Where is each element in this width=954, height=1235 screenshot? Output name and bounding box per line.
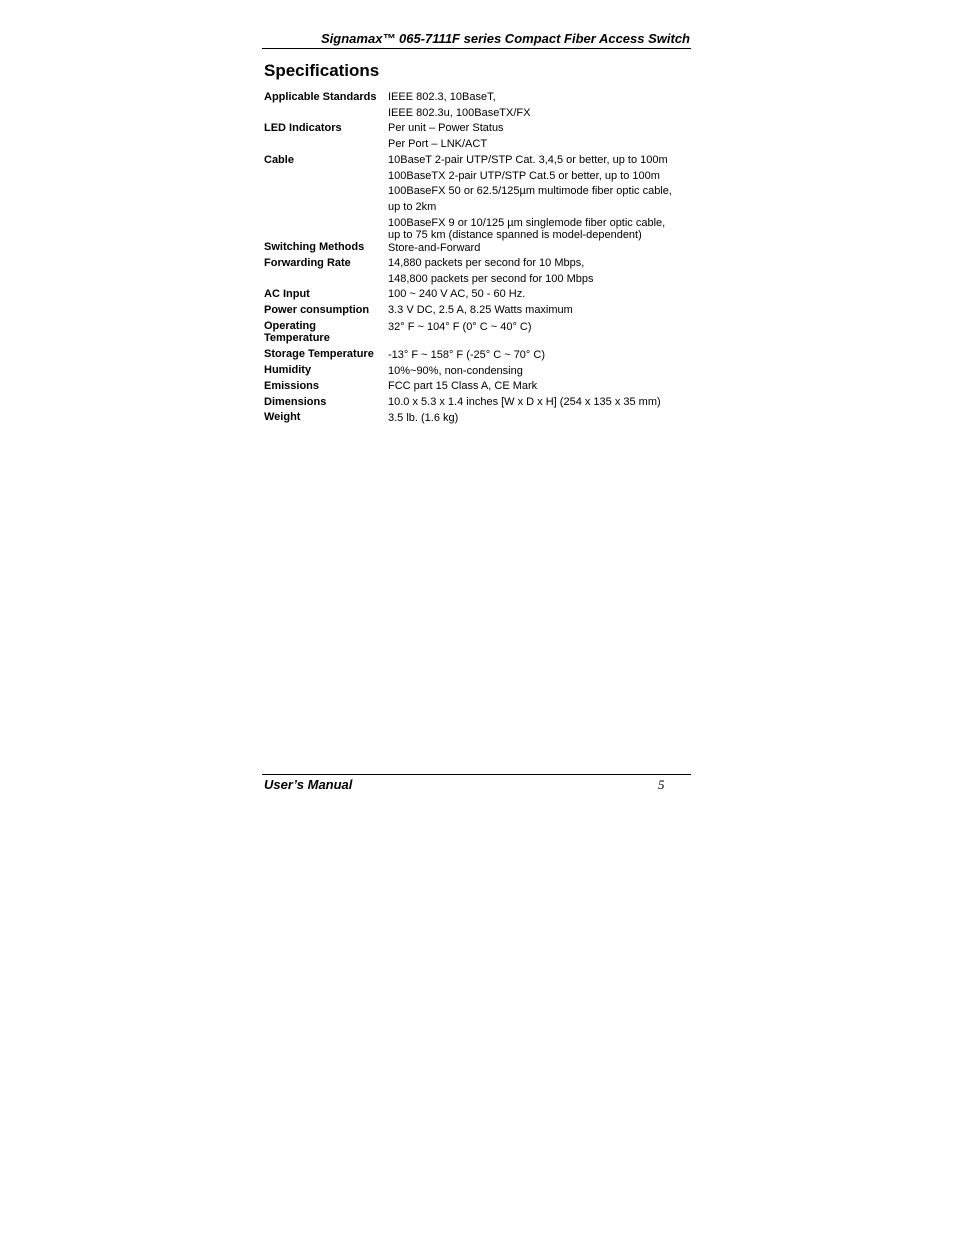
spec-value-applicable-standards-2: IEEE 802.3u, 100BaseTX/FX [388, 107, 531, 119]
spec-value-cable-6: up to 75 km (distance spanned is model-dependent) [388, 229, 642, 241]
footer-rule [262, 774, 691, 775]
spec-value-led-indicators-2: Per Port – LNK/ACT [388, 138, 488, 150]
spec-value-forwarding-rate-2: 148,800 packets per second for 100 Mbps [388, 273, 594, 285]
spec-label-applicable-standards: Applicable Standards [264, 91, 377, 103]
spec-value-emissions: FCC part 15 Class A, CE Mark [388, 380, 538, 392]
spec-label-emissions: Emissions [264, 380, 320, 392]
header-rule [262, 48, 691, 49]
spec-value-cable-1: 10BaseT 2-pair UTP/STP Cat. 3,4,5 or better, up to 100m [388, 154, 668, 166]
spec-value-operating-temperature: 32° F ~ 104° F (0° C ~ 40° C) [388, 321, 532, 333]
spec-label-humidity: Humidity [264, 364, 312, 376]
spec-value-cable-4: up to 2km [388, 201, 437, 213]
spec-label-cable: Cable [264, 154, 294, 166]
spec-value-ac-input: 100 ~ 240 V AC, 50 - 60 Hz. [388, 288, 526, 300]
spec-label-ac-input: AC Input [264, 288, 310, 300]
spec-label-switching-methods: Switching Methods [264, 241, 365, 253]
spec-label-storage-temperature: Storage Temperature [264, 348, 374, 360]
spec-value-humidity: 10%~90%, non-condensing [388, 365, 523, 377]
page-heading: Specifications [264, 61, 380, 80]
spec-label-forwarding-rate: Forwarding Rate [264, 257, 351, 269]
spec-label-operating-temperature-line-1: Operating [264, 320, 316, 332]
spec-value-cable-2: 100BaseTX 2-pair UTP/STP Cat.5 or better, up to 100m [388, 170, 660, 182]
spec-label-led-indicators: LED Indicators [264, 122, 342, 134]
spec-label-power-consumption: Power consumption [264, 304, 370, 316]
spec-value-storage-temperature: -13° F ~ 158° F (-25° C ~ 70° C) [388, 349, 545, 361]
spec-label-weight: Weight [264, 411, 301, 423]
spec-value-cable-5: 100BaseFX 9 or 10/125 µm singlemode fiber optic cable, [388, 217, 666, 229]
spec-value-led-indicators-1: Per unit – Power Status [388, 122, 504, 134]
spec-value-cable-3: 100BaseFX 50 or 62.5/125µm multimode fiber optic cable, [388, 185, 672, 197]
spec-value-power-consumption: 3.3 V DC, 2.5 A, 8.25 Watts maximum [388, 304, 573, 316]
spec-value-applicable-standards-1: IEEE 802.3, 10BaseT, [388, 91, 496, 103]
page-number: 5 [658, 777, 665, 792]
header-title: Signamax™ 065-7111F series Compact Fiber Access Switch [321, 31, 690, 46]
spec-value-forwarding-rate-1: 14,880 packets per second for 10 Mbps, [388, 257, 585, 269]
spec-value-weight: 3.5 lb. (1.6 kg) [388, 412, 459, 424]
spec-label-dimensions: Dimensions [264, 396, 327, 408]
footer-title: User’s Manual [264, 777, 353, 792]
spec-value-dimensions: 10.0 x 5.3 x 1.4 inches [W x D x H] (254 x 135 x 35 mm) [388, 396, 661, 408]
spec-label-operating-temperature-line-2: Temperature [264, 332, 330, 344]
spec-value-switching-methods: Store-and-Forward [388, 242, 481, 254]
